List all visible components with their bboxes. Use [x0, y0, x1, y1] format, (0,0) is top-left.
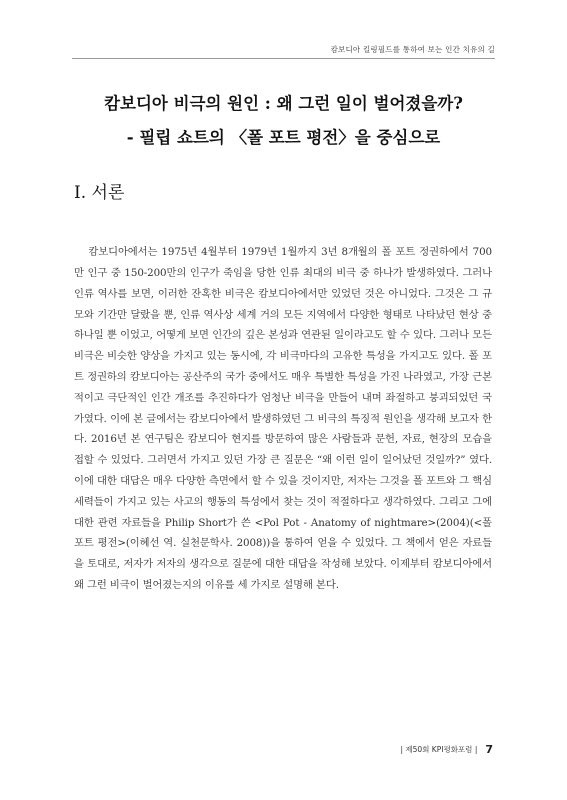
page-number: 7 [485, 743, 493, 756]
body-paragraph: 캄보디아에서는 1975년 4월부터 1979년 1월까지 3년 8개월의 폴 포트 정권하에서 700만 인구 중 150-200만의 인구가 죽임을 당한 인류 최대의 비극 중 하나가 발생하였다. 그러나 인류 역사를 보면, 이러한 잔혹한 비극은 캄보디아에서만 있었던 것은 아니었다. 그것은 그 규모와 기간만 달랐을 뿐, 인류 역사상 세계 거의 모든 지역에서 다양한 형태로 나타났던 현상 중 하나일 뿐 이었고, 어떻게 보면 인간의 깊은 본성과 연관된 일이라고도 할 수 있다. 그러나 모든 비극은 비슷한 양상을 가지고 있는 동시에, 각 비극마다의 고유한 특성을 가지고도 있다. 폴 포트 정권하의 캄보디아는 공산주의 국가 중에서도 매우 특별한 특성을 가진 나라였고, 가장 근본적이고 극단적인 인간 개조를 추진하다가 엄청난 비극을 만들어 내며 좌절하고 붕괴되었던 국가였다. 이에 본 글에서는 캄보디아에서 발생하였던 그 비극의 특징적 원인을 생각해 보고자 한다. 2016년 본 연구팀은 캄보디아 현지를 방문하여 많은 사람들과 문헌, 자료, 현장의 모습을 접할 수 있었다. 그러면서 가지고 있던 가장 큰 질문은 “왜 이런 일이 일어났던 것일까?” 였다. 이에 대한 대답은 매우 다양한 측면에서 할 수 있을 것이지만, 저자는 그것을 폴 포트와 그 핵심세력들이 가지고 있는 사고의 행동의 특성에서 찾는 것이 적절하다고 생각하였다. 그리고 그에 대한 관련 자료들을 Philip Short가 쓴 <Pol Pot - Anatomy of nightmare>(2004)(<폴 포트 평전>(이혜선 역. 실천문학사. 2008))을 통하여 얻을 수 있었다. 그 책에서 얻은 자료들을 토대로, 저자가 저자의 생각으로 질문에 대한 대답을 작성해 보았다. 이제부터 캄보디아에서 왜 그런 비극이 벌어졌는지의 이유를 세 가지로 설명해 본다. [74, 246, 492, 592]
section-heading: I. 서론 [74, 183, 125, 203]
header-rule [72, 58, 495, 59]
footer-label: | 제50회 KPI평화포럼 | [400, 745, 478, 754]
page-footer [400, 743, 493, 756]
running-header: 캄보디아 킬링필드를 통하여 보는 인간 치유의 길 [330, 45, 495, 54]
title-line-2: - 필립 쇼트의 〈폴 포트 평전〉을 중심으로 [126, 128, 441, 147]
article-title [40, 92, 527, 150]
title-line-1: 캄보디아 비극의 원인 : 왜 그런 일이 벌어졌을까? [104, 94, 463, 113]
